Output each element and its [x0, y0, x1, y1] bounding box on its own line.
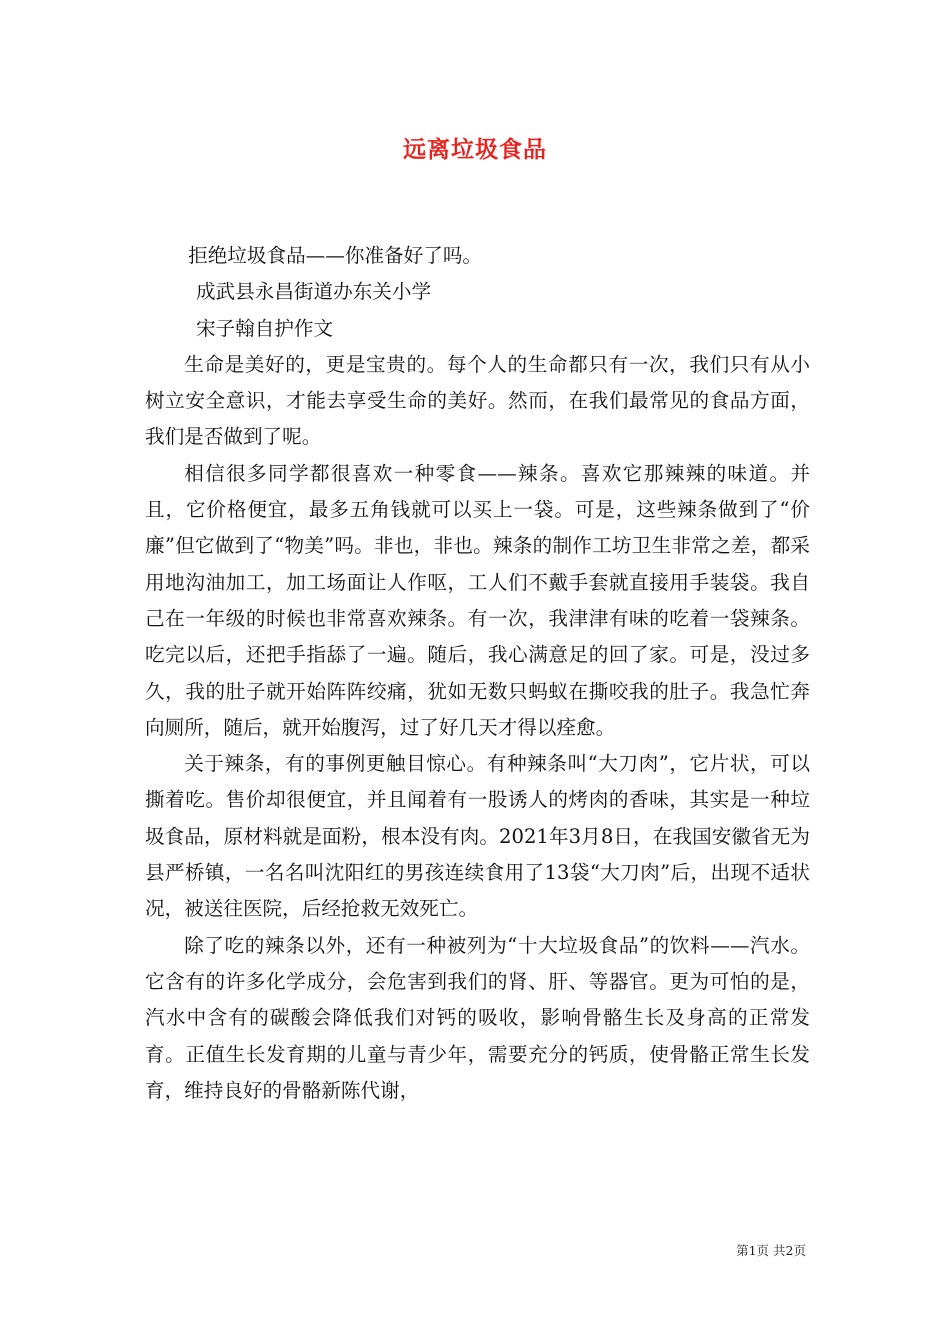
paragraph-1: 生命是美好的，更是宝贵的。每个人的生命都只有一次，我们只有从小树立安全意识，才能去享受生命的美好。然而，在我们最常见的食品方面，我们是否做到了呢。: [145, 352, 810, 449]
document-title: 远离垃圾食品: [403, 136, 547, 163]
author-line: 宋子翰自护作文: [195, 316, 334, 340]
paragraph-2: 相信很多同学都很喜欢一种零食——辣条。喜欢它那辣辣的味道。并且，它价格便宜，最多五角钱就可以买上一袋。可是，这些辣条做到了“价廉”但它做到了“物美”吗。非也，非也。辣条的制作工坊卫生非常之差，都采用地沟油加工，加工场面让人作呕，工人们不戴手套就直接用手装袋。我自己在一年级的时候也非常喜欢辣条。有一次，我津津有味的吃着一袋辣条。吃完以后，还把手指舔了一遍。随后，我心满意足的回了家。可是，没过多久，我的肚子就开始阵阵绞痛，犹如无数只蚂蚁在撕咬我的肚子。我急忙奔向厕所，随后，就开始腹泻，过了好几天才得以痊愈。: [145, 461, 810, 739]
school-line: 成武县永昌街道办东关小学: [195, 280, 432, 304]
page-number-footer: 第1页 共2页: [736, 1243, 806, 1258]
document-body: [145, 238, 810, 1109]
paragraph-4: 除了吃的辣条以外，还有一种被列为“十大垃圾食品”的饮料——汽水。它含有的许多化学成分，会危害到我们的肾、肝、等器官。更为可怕的是，汽水中含有的碳酸会降低我们对钙的吸收，影响骨骼生长及身高的正常发育。正值生长发育期的儿童与青少年，需要充分的钙质，使骨骼正常生长发育，维持良好的骨骼新陈代谢，: [145, 933, 810, 1102]
lead-line: 拒绝垃圾食品——你准备好了吗。: [188, 244, 483, 267]
paragraph-3: 关于辣条，有的事例更触目惊心。有种辣条叫“大刀肉”，它片状，可以撕着吃。售价却很便宜，并且闻着有一股诱人的烤肉的香味，其实是一种垃圾食品，原材料就是面粉，根本没有肉。2021年3月8日，在我国安徽省无为县严桥镇，一名名叫沈阳红的男孩连续食用了13袋“大刀肉”后，出现不适状况，被送往医院，后经抢救无效死亡。: [145, 752, 810, 921]
